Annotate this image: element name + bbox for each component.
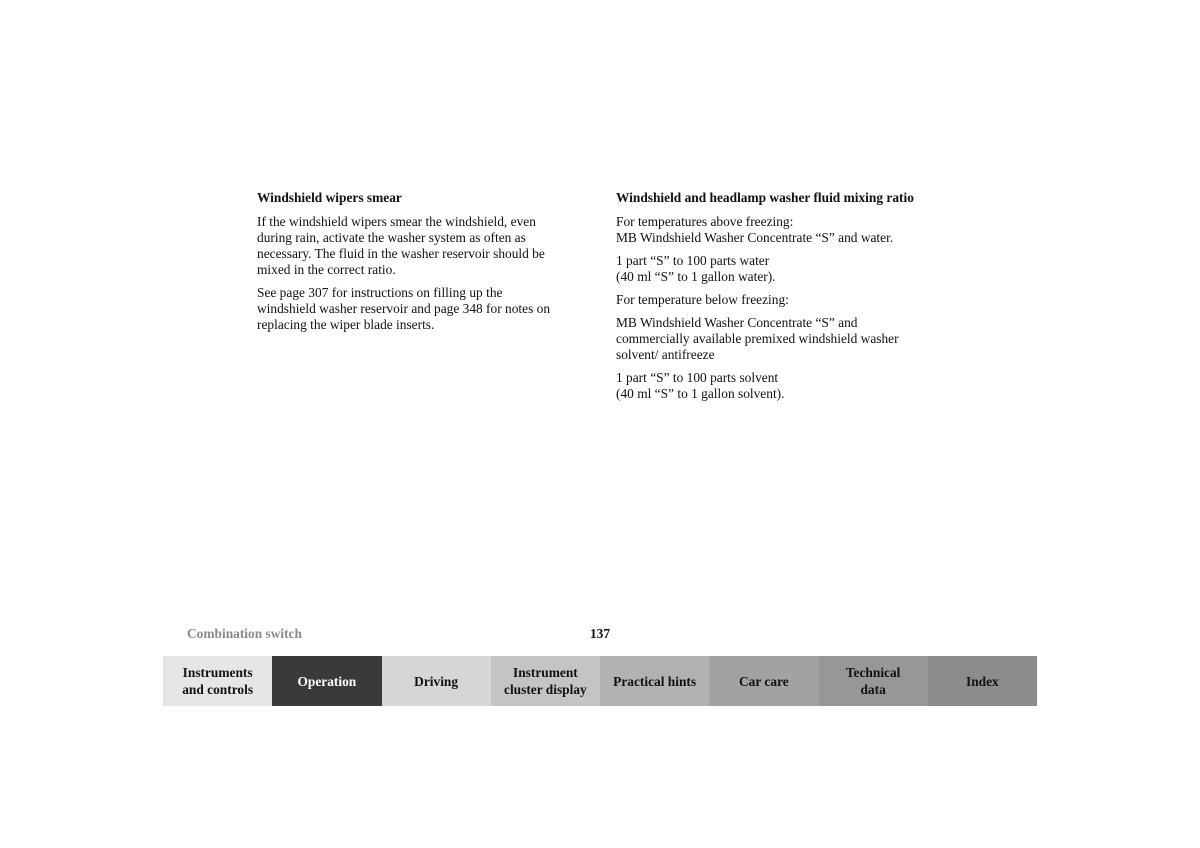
paragraph: If the windshield wipers smear the windshield, even during rain, activate the washer system as often as necessary. The fluid in the washer reservoir should be mixed in the correct ratio.: [257, 214, 545, 277]
paragraph: See page 307 for instructions on filling up the windshield washer reservoir and page 348 for notes on replacing the wiper blade inserts.: [257, 285, 551, 332]
left-column: [257, 189, 597, 340]
tab-instrument-cluster-display[interactable]: Instrument cluster display: [491, 656, 600, 706]
section-heading: Windshield and headlamp washer fluid mixing ratio: [616, 190, 914, 205]
paragraph: 1 part “S” to 100 parts solvent (40 ml “S” to 1 gallon solvent).: [616, 370, 785, 401]
tab-technical-data[interactable]: Technical data: [819, 656, 928, 706]
tab-driving[interactable]: Driving: [382, 656, 491, 706]
tab-car-care[interactable]: Car care: [709, 656, 818, 706]
chapter-tab-bar: [163, 656, 1037, 706]
paragraph: For temperature below freezing:: [616, 292, 789, 307]
paragraph: 1 part “S” to 100 parts water (40 ml “S” to 1 gallon water).: [616, 253, 776, 284]
tab-operation[interactable]: Operation: [272, 656, 381, 706]
section-label: Combination switch: [187, 626, 302, 641]
paragraph: For temperatures above freezing: MB Windshield Washer Concentrate “S” and water.: [616, 214, 894, 245]
tab-practical-hints[interactable]: Practical hints: [600, 656, 709, 706]
section-heading: Windshield wipers smear: [257, 190, 402, 205]
paragraph: MB Windshield Washer Concentrate “S” and commercially available premixed windshield washer solvent/ antifreeze: [616, 315, 899, 362]
page-number: 137: [589, 626, 611, 641]
tab-index[interactable]: Index: [928, 656, 1037, 706]
right-column: [616, 189, 976, 409]
tab-instruments-and-controls[interactable]: Instruments and controls: [163, 656, 272, 706]
